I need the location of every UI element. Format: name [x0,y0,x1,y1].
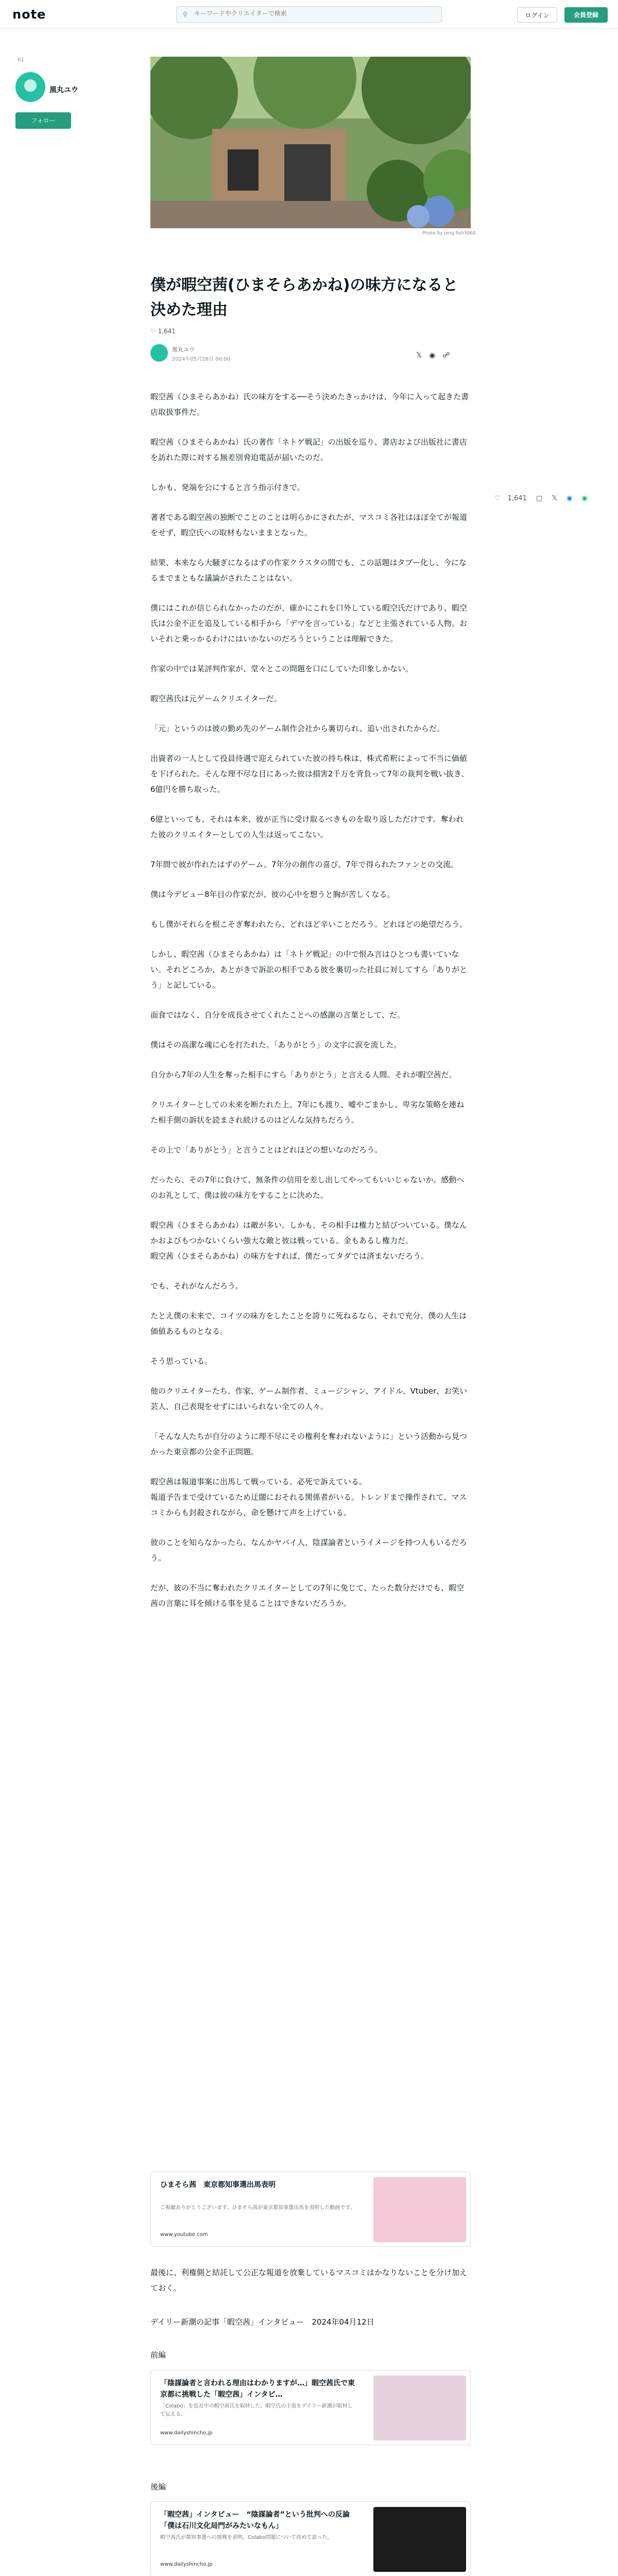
article-paragraph: 暇空茜は報道事案に出馬して戦っている。必死で訴えている。 報道予告まで受けているため迂闊におそれる関係者がいる。トレンドまで操作されて、マスコミからも封殺されながら、命を懸けて声を上げている。 [150,1477,467,1517]
card-title: 「陰謀論者と言われる理由はわかりますが…」暇空茜氏で東京都に挑戦した「暇空茜」インタビ… [160,2379,355,2399]
like-icon[interactable]: ♡ [494,495,501,502]
article-paragraph: もし僕がそれらを根こそぎ奪われたら、どれほど辛いことだろう。どれほどの絶望だろう。 [150,920,468,929]
comment-icon[interactable]: □ [536,495,543,502]
article-paragraph: だが、彼の不当に奪われたクリエイターとしての7年に免じて、たった数分だけでも、暇空茜の言葉に耳を傾ける事を見ることはできないだろうか。 [150,1583,464,1608]
article-paragraph: 暇空茜氏は元ゲームクリエイターだ。 [150,694,282,703]
card-description: ご視聴ありがとうございます。ひまそら茜が東京都知事選出馬を表明した動画です。 [160,2205,355,2211]
site-logo[interactable]: note [12,7,46,22]
article-paragraph: そう思っている。 [150,1357,213,1366]
article-paragraph: 自分から7年の人生を奪った相手にすら「ありがとう」と言える人間。それが暇空茜だ。 [150,1070,457,1079]
article-paragraph: でも、それがなんだろう。 [150,1281,244,1291]
like-count-value: 1,641 [158,328,176,335]
article-paragraph: だったら、その7年に負けて、無条件の信用を差し出してやってもいいじゃないか。感動へのお礼として、僕は彼の味方をすることに決めた。 [150,1175,465,1200]
x-share-icon[interactable]: 𝕏 [416,351,430,360]
article-paragraph: 6億といっても、それは本来、彼が正当に受け取るべきものを取り返しただけです。奪われた彼のクリエイターとしての人生は返ってこない。 [150,815,464,839]
card-thumbnail [373,2376,466,2441]
publish-date: 2024年05月28日 00:00 [172,357,230,362]
card-url: www.dailyshincho.jp [160,2430,213,2436]
card-thumbnail [373,2507,466,2572]
search-input[interactable] [194,10,431,17]
article-paragraph: 「そんな人たちが自分のように理不尽にその権利を奪われないように」という活動から見つかった東京都の公金不正問題。 [150,1432,468,1456]
article-paragraph: 彼のことを知らなかったら、なんかヤバイ人、陰謀論者というイメージを持つ人もいるだろう。 [150,1538,467,1563]
article-paragraph: 出資者の一人として役員待遇で迎えられていた彼の持ち株は、株式希釈によって不当に価値を下げられた。そんな理不尽な目にあった彼は損害2千万を背負って7年の裁判を戦い抜き、6億円を勝ち取った。 [150,754,469,794]
article-paragraph: 7年間で彼が作れたはずのゲーム。7年分の創作の喜び。7年で得られたファンとの交流。 [150,860,459,869]
search-icon: ⚲ [183,11,187,18]
page-title: 僕が暇空茜(ひまそらあかね)の味方になると決めた理由 [150,276,458,319]
link-card[interactable] [150,2501,471,2576]
floating-action-bar [494,495,595,502]
login-button[interactable]: ログイン [517,7,557,23]
photo-credit: Photo by jeng fish3968 [422,231,476,236]
article-paragraph: 他のクリエイターたち。作家、ゲーム制作者、ミュージシャン、アイドル、Vtuber、お笑い芸人、自己表現をせずにはいられない全ての人々。 [150,1386,468,1411]
link-card[interactable] [150,2370,471,2445]
card-url: www.youtube.com [160,2232,208,2238]
link-share-icon[interactable]: ☍ [442,351,457,360]
article-paragraph: 「元」というのは彼の勤め先のゲーム制作会社から裏切られ、追い出されたからだ。 [150,724,444,733]
article-paragraph: クリエイターとしての未来を断たれた上、7年にも渡り、嘘やごまかし、卑劣な策略を連ねた相手側の訴状を読まされ続けるのはどんな気持ちだろう。 [150,1100,465,1125]
hero-image [150,57,471,228]
article-paragraph: 僕はその高潔な魂に心を打たれた。「ありがとう」の文字に涙を流した。 [150,1040,402,1049]
article-paragraph: 暇空茜（ひまそらあかね）氏の著作「ネトゲ戦記」の出版を巡り、書店および出版社に書店を訪れた際に対する無差別脅迫電話が届いたのだ。 [150,437,467,462]
facebook-share-icon[interactable]: ◉ [566,495,573,502]
sidebar-count: 61 [18,57,24,63]
site-header [0,0,618,29]
like-count[interactable]: ♡ 1,641 [150,328,176,335]
card-title: 「暇空茜」インタビュー “陰謀論者”という批判への反論「僕は石川文化局門がみたいなもん」 [160,2511,350,2530]
article-paragraph: 僕にはこれが信じられなかったのだが、確かにこれを口外している暇空氏だけであり、暇空氏は公金不正を追及している相手から「デマを言っている」などと主張されている人物。おいそれと乗っかるわけにはいかないのだろうということは理解できた。 [150,603,468,643]
avatar[interactable] [15,72,45,102]
article-paragraph: たとえ僕の未来で、コイツの味方をしたことを誇りに死ねるなら、それで充分。僕の人生は価値あるものとなる。 [150,1311,467,1336]
closing-paragraph: 最後に、利権側と結託して公正な報道を放棄しているマスコミはかなりないことを分け加えておく。 [150,2268,468,2293]
article-paragraph: しかし、暇空茜（ひまそらあかね）は「ネトゲ戦記」の中で恨み言はひとつも書いていない。それどころか、あとがきで訴訟の相手である彼を裏切った社員に対してすら「ありがとう」と記している。 [150,950,468,990]
card-title: ひまそら茜 東京都知事選出馬表明 [160,2181,276,2189]
article-paragraph: 面食ではなく、自分を成長させてくれたことへの感謝の言葉として、だ。 [150,1010,405,1020]
facebook-share-icon[interactable]: ◉ [429,351,443,360]
signup-button[interactable]: 会員登録 [564,7,608,23]
article-paragraph: 僕は今デビュー8年目の作家だが、彼の心中を想うと胸が苦しくなる。 [150,890,395,899]
section-label-second: 後編 [150,2482,166,2492]
card-thumbnail [373,2177,466,2242]
avatar[interactable] [150,344,168,362]
article-paragraph: 作家の中では某評判作家が、堂々とこの問題を口にしていた印象しかない。 [150,664,414,673]
card-description: 暇空茜氏が都知事選への挑戦を表明。Colabo問題について改めて語った。 [160,2535,333,2540]
line-share-icon[interactable]: ◉ [581,495,588,502]
article-paragraph: 著者である暇空茜の独断でことのことは明らかにされたが、マスコミ各社はほぼ全てが報道をせず、暇空氏への取材もないままとなった。 [150,513,468,537]
follow-button[interactable]: フォロー [15,112,71,129]
card-url: www.dailyshincho.jp [160,2562,213,2567]
article-paragraph: その上で「ありがとう」と言うことはどれほどの想いなのだろう。 [150,1145,383,1155]
article-paragraph: しかも、発端を公にすると言う指示付きで。 [150,483,305,492]
author-name[interactable]: 黒丸ユウ [172,346,195,353]
like-count-value: 1,641 [507,495,527,502]
section-label-first: 前編 [150,2350,166,2360]
article-paragraph: 結果、本来なら大騒ぎになるはずの作家クラスタの間でも、この話題はタブー化し、今になるまでまともな議論がされたことはない。 [150,558,467,583]
x-share-icon[interactable]: 𝕏 [552,495,557,502]
share-icons[interactable] [416,351,457,360]
card-description: 「Colabo」を追及中の暇空茜氏を取材した。暇空氏の主張をデイリー新潮が取材して伝える。 [160,2403,353,2417]
source-line: デイリー新潮の記事「暇空茜」インタビュー 2024年04月12日 [150,2317,374,2327]
article-paragraph: 暇空茜（ひまそらあかね）氏の味方をする──そう決めたきっかけは、今年に入って起きた書店取扱事件だ。 [150,392,469,417]
article-paragraph: 暇空茜（ひまそらあかね）は敵が多い。しかも、その相手は権力と結びついている。僕なんかおよびもつかないくらい強大な敵と彼は戦っている。金もあるし権力だ。 暇空茜（ひまそらあかね）の味方をすれば、僕だってタダでは済まないだろう。 [150,1221,468,1261]
link-card[interactable] [150,2172,471,2247]
search-box[interactable] [176,6,442,23]
article-body [150,389,470,1625]
author-name[interactable]: 黒丸ユウ [49,86,78,94]
